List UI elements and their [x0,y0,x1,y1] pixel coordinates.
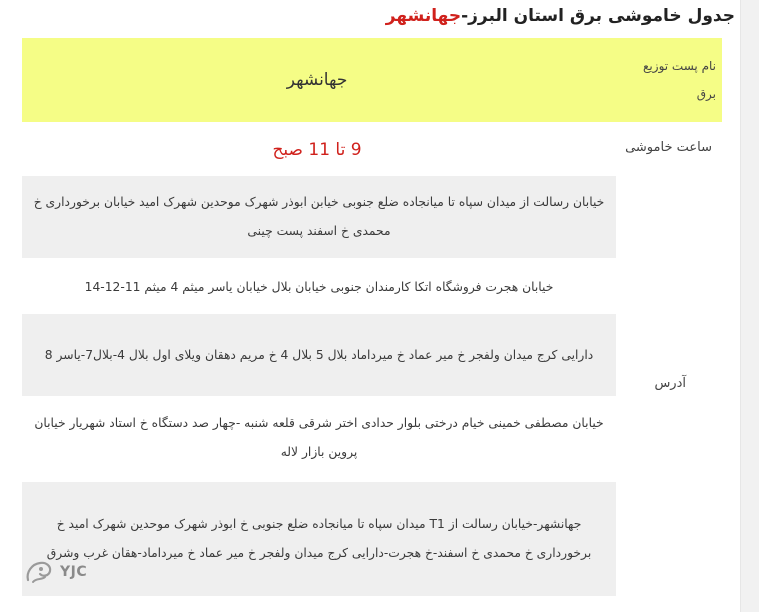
time-row [22,130,722,170]
watermark-logo [24,558,114,586]
title-highlight: جهانشهر [385,6,462,26]
address-label: آدرس [654,376,686,391]
station-label: نام پست توزیع برق [643,59,716,101]
address-item: خیابان رسالت از میدان سپاه تا میانجاده ضلع جنوبی خیابن ابوذر شهرک موحدین شهرک امید خیابان برخورداری خ محمدی خ اسفند پست چینی [22,176,616,258]
address-item: جهانشهر-خیابان رسالت از T1 میدان سپاه تا میانجاده ضلع جنوبی خ ابوذر شهرک موحدین شهرک امید خ برخورداری خ محمدی خ اسفند-خ هجرت-دارایی کرج میدان ولفجر خ میر عماد خ میرداماد-هقان غرب وشرق [22,482,616,596]
page-title [15,4,735,28]
station-row [22,38,722,122]
watermark-text: YJC [60,564,88,580]
yjc-logo-icon [24,558,54,586]
time-value: 9 تا 11 صبح [272,140,362,160]
title-main: جدول خاموشی برق استان البرز- [461,6,735,26]
address-item: دارایی کرج میدان ولفجر خ میر عماد خ میرداماد بلال 5 بلال 4 خ مریم دهقان ویلای اول بلال 4-بلال7-یاسر 8 [22,314,616,396]
station-value: جهانشهر [286,70,348,90]
address-item: خیابان مصطفی خمینی خیام درختی بلوار حدادی اختر شرقی قلعه شنبه -چهار صد دستگاه خ استاد شهریار خیابان پروین بازار لاله [34,416,604,459]
time-label: ساعت خاموشی [625,140,712,155]
scrollbar-track[interactable] [740,0,759,612]
address-item: خیابان هجرت فروشگاه اتکا کارمندان جنوبی خیابان بلال خیابان یاسر میثم 4 میثم 11-12-14 [84,279,554,294]
